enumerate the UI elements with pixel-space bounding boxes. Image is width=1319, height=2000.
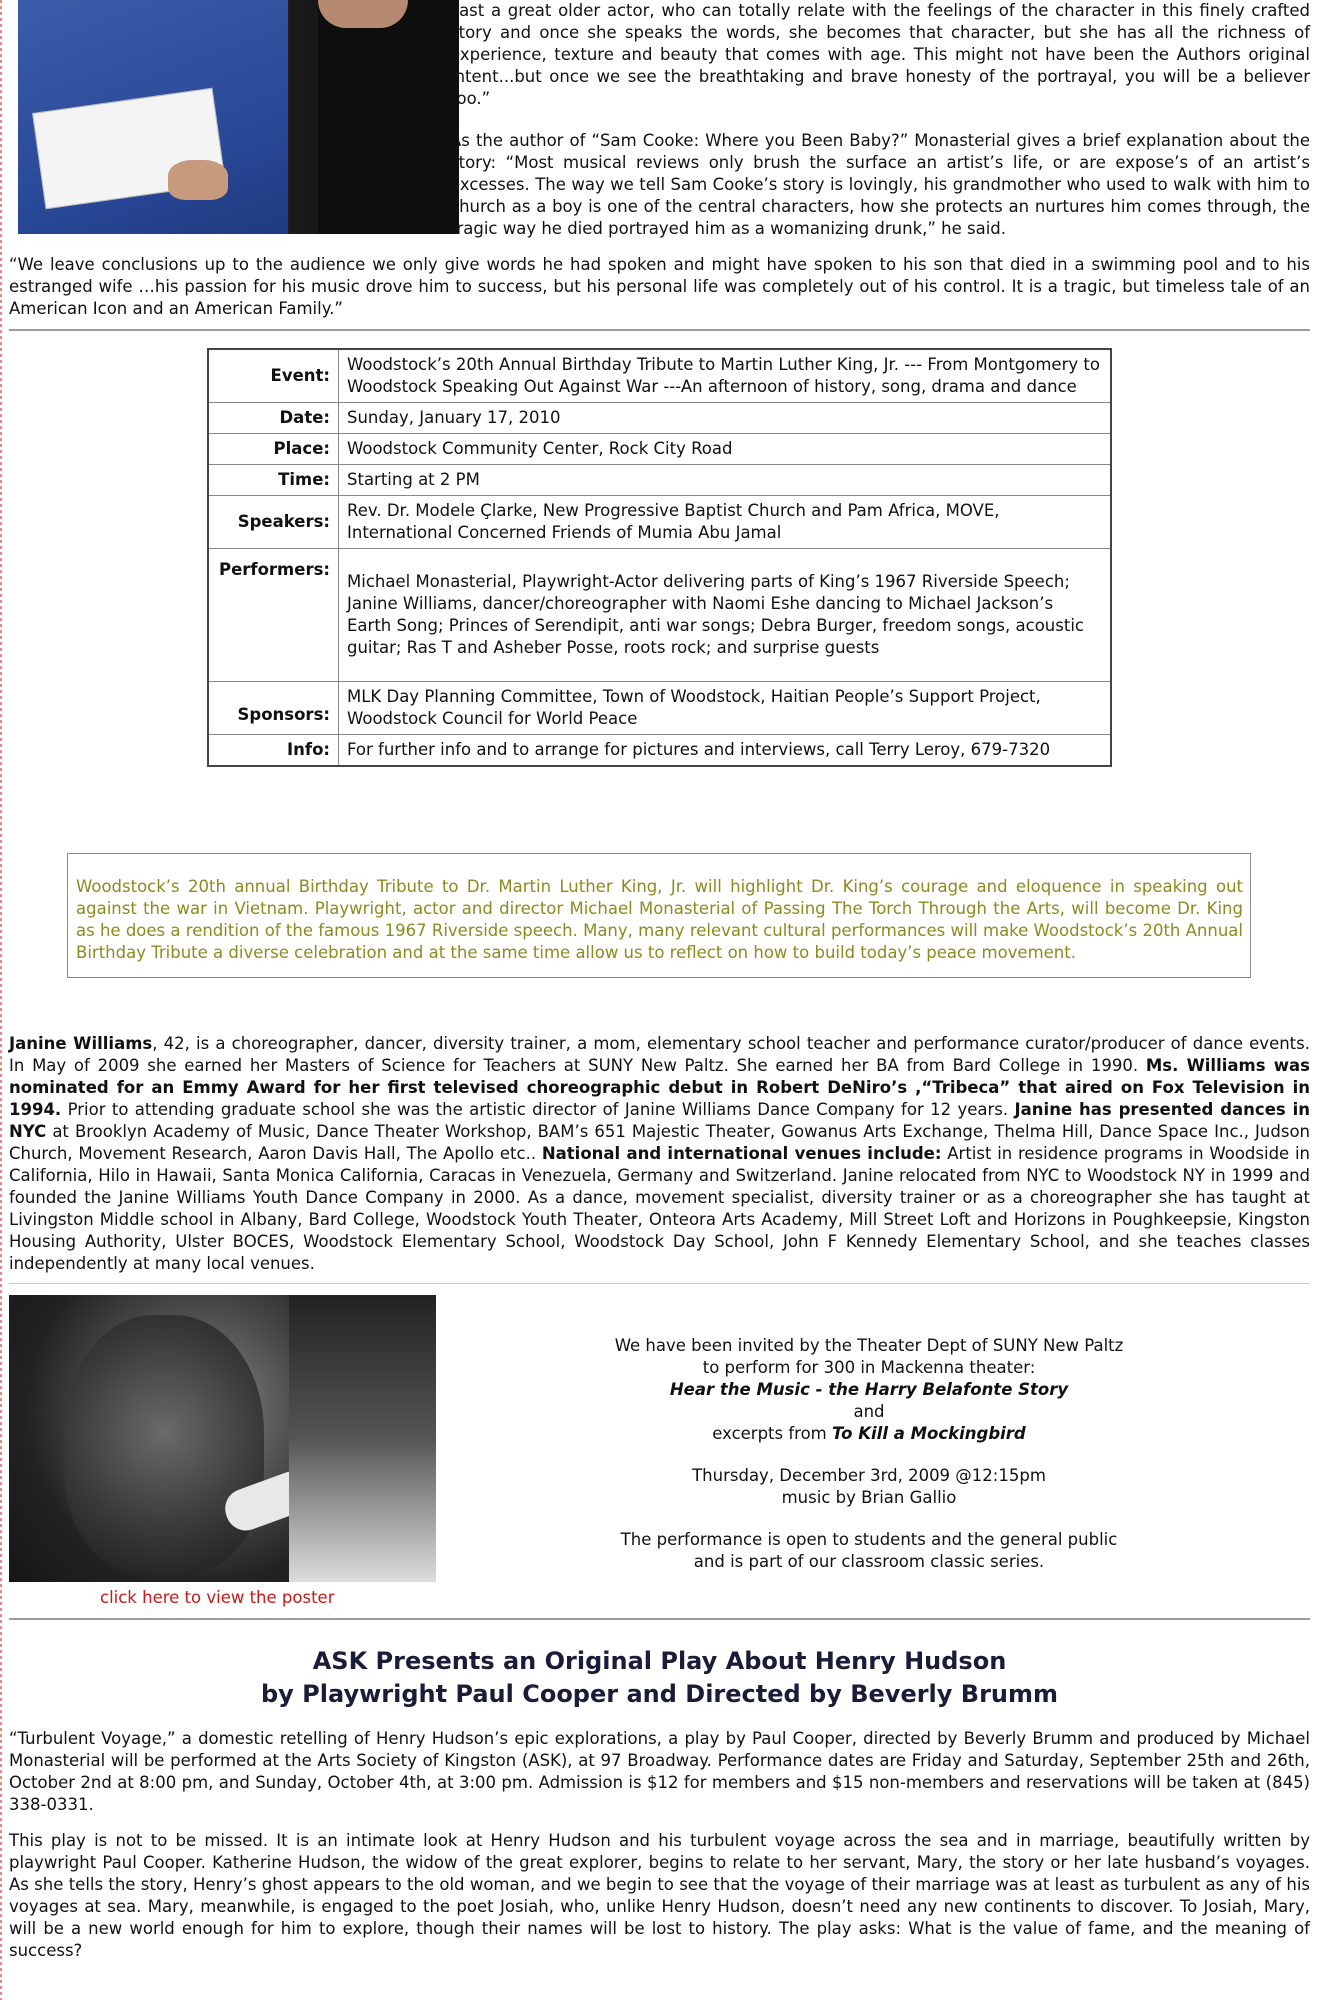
highlight-text: Woodstock’s 20th annual Birthday Tribute to Dr. Martin Luther King, Jr. will highlight Dr. King’s courage and eloquence in speaking out against the war in Vietnam. Playwright, actor and director Michael Monasterial of Passing The Torch Through the Arts, will become Dr. King as he does a rendition of the famous 1967 Riverside speech. Many, many relevant cultural performances will make Woodstock’s 20th Annual Birthday Tribute a diverse celebration and at the same time allow us to reflect on how to build today’s peace movement. [76,877,1243,962]
sam-cooke-paragraph: As the author of “Sam Cooke: Where you Been Baby?” Monasterial gives a brief explanation about the story: “Most musical reviews only brush the surface an artist’s life, or are expose’s of an artist’s excesses. The way we tell Sam Cooke’s story is lovingly, his grandmother who used to walk with him to church as a boy is one of the central characters, how she protects an nurtures him comes through, the tragic way he died portrayed him as a womanizing drunk,” he said. [450,131,1310,238]
sponsors-label: Sponsors: [208,682,339,735]
invite-date: Thursday, December 3rd, 2009 @12:15pm [692,1466,1046,1485]
janine-bio-paragraph [9,1033,1310,1275]
janine-nyc-heading: Janine has presented dances in NYC [9,1100,1311,1141]
info-label: Info: [208,735,339,767]
janine-bio-part: Prior to attending graduate school she was the artistic director of Janine Williams Dance Company for 12 years. [61,1100,1015,1119]
invite-line: and is part of our classroom classic series. [693,1552,1045,1571]
page-edge-border [0,0,2,2000]
event-label: Event: [208,349,339,403]
ask-description-paragraph: This play is not to be missed. It is an intimate look at Henry Hudson and his turbulent voyage across the sea and in marriage, beautifully written by playwright Paul Cooper. Katherine Hudson, the widow of the great explorer, begins to relate to her servant, Mary, the story or her late husband’s voyages. As she tells the story, Henry’s ghost appears to the old woman, and we begin to see that the voyage of their marriage was at least as turbulent as any of his voyages at sea. Mary, meanwhile, is engaged to the poet Josiah, who, unlike Henry Hudson, doesn’t need any new continents to discover. To Josiah, Mary, will be a new world enough for him to explore, though their names will be lost to history. The play asks: What is the value of fame, and the meaning of success? [9,1831,1310,1960]
photo-singer-head [64,1315,264,1575]
belafonte-show-title: Hear the Music - the Harry Belafonte Story [669,1380,1069,1399]
table-row [208,682,1111,735]
table-row [208,465,1111,496]
event-details-table [207,348,1112,767]
table-row [208,549,1111,682]
view-poster-link[interactable]: click here to view the poster [100,1588,335,1607]
invite-line [549,1423,1189,1445]
section-divider [9,1618,1310,1620]
section-divider [9,1283,1310,1284]
place-label: Place: [208,434,339,465]
janine-bio-part: , 42, is a choreographer, dancer, diversity trainer, a mom, elementary school teacher and performance curator/producer of dance events. In May of 2009 she earned her Masters of Science for Teachers at SUNY New Paltz. She earned her BA from Bard College in 1990. [9,1034,1310,1075]
sponsors-value: MLK Day Planning Committee, Town of Woodstock, Haitian People’s Support Project, Woodstock Council for World Peace [339,682,1112,735]
event-value: Woodstock’s 20th Annual Birthday Tribute to Martin Luther King, Jr. --- From Montgomery to Woodstock Speaking Out Against War ---An afternoon of history, song, drama and dance [339,349,1112,403]
performers-value: Michael Monasterial, Playwright-Actor delivering parts of King’s 1967 Riverside Speech; Janine Williams, dancer/choreographer with Naomi Eshe dancing to Michael Jackson’s Earth Song; Princes of Serendipit, anti war songs; Debra Burger, freedom songs, acoustic guitar; Ras T and Asheber Posse, roots rock; and surprise guests [339,549,1112,682]
ask-announcement-paragraph: “Turbulent Voyage,” a domestic retelling of Henry Hudson’s epic explorations, a play by Paul Cooper, directed by Beverly Brumm and produced by Michael Monasterial will be performed at the Arts Society of Kingston (ASK), at 97 Broadway. Performance dates are Friday and Saturday, September 25th and 26th, October 2nd at 8:00 pm, and Sunday, October 4th, at 3:00 pm. Admission is $12 for members and $15 non-members and reservations will be taken at (845) 338-0331. [9,1729,1310,1814]
performance-invitation [549,1335,1189,1573]
table-row [208,434,1111,465]
info-value: For further info and to arrange for pictures and interviews, call Terry Leroy, 679-7320 [339,735,1112,767]
janine-bio-part: at Brooklyn Academy of Music, Dance Theater Workshop, BAM’s 651 Majestic Theater, Gowanus Arts Exchange, Thelma Hill, Dance Space Inc., Judson Church, Movement Research, Aaron Davis Hall, The Apollo etc.. [9,1122,1310,1163]
photo-second-person [318,0,459,234]
article-page [9,0,1311,1960]
invite-line: and [853,1402,885,1421]
janine-emmy-note: Ms. Williams was nominated for an Emmy Award for her first televised choreographic debut in Robert DeNiro’s ,“Tribeca” that aired on Fox Television in 1994. [9,1056,1310,1119]
section-divider [9,329,1310,331]
janine-name: Janine Williams [9,1034,153,1053]
time-value: Starting at 2 PM [339,465,1112,496]
highlight-box [67,853,1251,978]
invite-music-credit: music by Brian Gallio [781,1488,957,1507]
photo-hand [168,160,228,200]
belafonte-photo[interactable] [9,1295,436,1582]
janine-bio-part: Artist in residence programs in Woodside in California, Hilo in Hawaii, Santa Monica California, Caracas in Venezuela, Germany and Switzerland. Janine relocated from NYC to Woodstock NY in 1999 and founded the Janine Williams Youth Dance Company in 2000. As a dance, movement specialist, diversity trainer or as a choreographer she has taught at Livingston Middle school in Albany, Bard College, Woodstock Youth Theater, Onteora Arts Academy, Mill Street Loft and Horizons in Poughkeepsie, Kingston Housing Authority, Ulster BOCES, Woodstock Elementary School, Woodstock Day School, John F Kennedy Elementary School, and she teaches classes independently at many local venues. [9,1144,1311,1273]
date-label: Date: [208,403,339,434]
invite-line: We have been invited by the Theater Dept of SUNY New Paltz [614,1336,1124,1355]
review-quote-tail: cast a great older actor, who can totally relate with the feelings of the character in this finely crafted story and once she speaks the words, she becomes that character, but she has all the richness of experience, texture and beauty that comes with age. This might not have been the Authors original intent...but once we see the breathtaking and brave honesty of the portrayal, you will be a believer too.” [450,1,1310,108]
ask-heading-line: by Playwright Paul Cooper and Directed by Beverly Brumm [260,1680,1059,1708]
conclusions-paragraph: “We leave conclusions up to the audience we only give words he had spoken and might have spoken to his son that died in a swimming pool and to his estranged wife …his passion for his music drove him to success, but his personal life was completely out of his control. It is a tragic, but timeless tale of an American Icon and an American Family.” [9,255,1310,318]
speakers-label: Speakers: [208,496,339,549]
ask-heading-line: ASK Presents an Original Play About Henry Hudson [312,1647,1007,1675]
actors-photo [18,0,459,234]
table-row [208,403,1111,434]
janine-venues-heading: National and international venues include: [541,1144,942,1163]
performers-label: Performers: [208,549,339,682]
place-value: Woodstock Community Center, Rock City Road [339,434,1112,465]
speakers-value: Rev. Dr. Modele Çlarke, New Progressive Baptist Church and Pam Africa, MOVE, International Concerned Friends of Mumia Abu Jamal [339,496,1112,549]
time-label: Time: [208,465,339,496]
table-row [208,735,1111,767]
invite-line: to perform for 300 in Mackenna theater: [702,1358,1036,1377]
mockingbird-title: To Kill a Mockingbird [832,1424,1026,1443]
photo-second-face [318,0,408,28]
table-row [208,349,1111,403]
date-value: Sunday, January 17, 2010 [339,403,1112,434]
table-row [208,496,1111,549]
ask-play-heading [9,1645,1310,1711]
invite-line: The performance is open to students and the general public [620,1530,1118,1549]
invite-excerpts-prefix: excerpts from [712,1424,833,1443]
top-text-column [450,0,1310,260]
photo-background-figure [289,1295,436,1582]
